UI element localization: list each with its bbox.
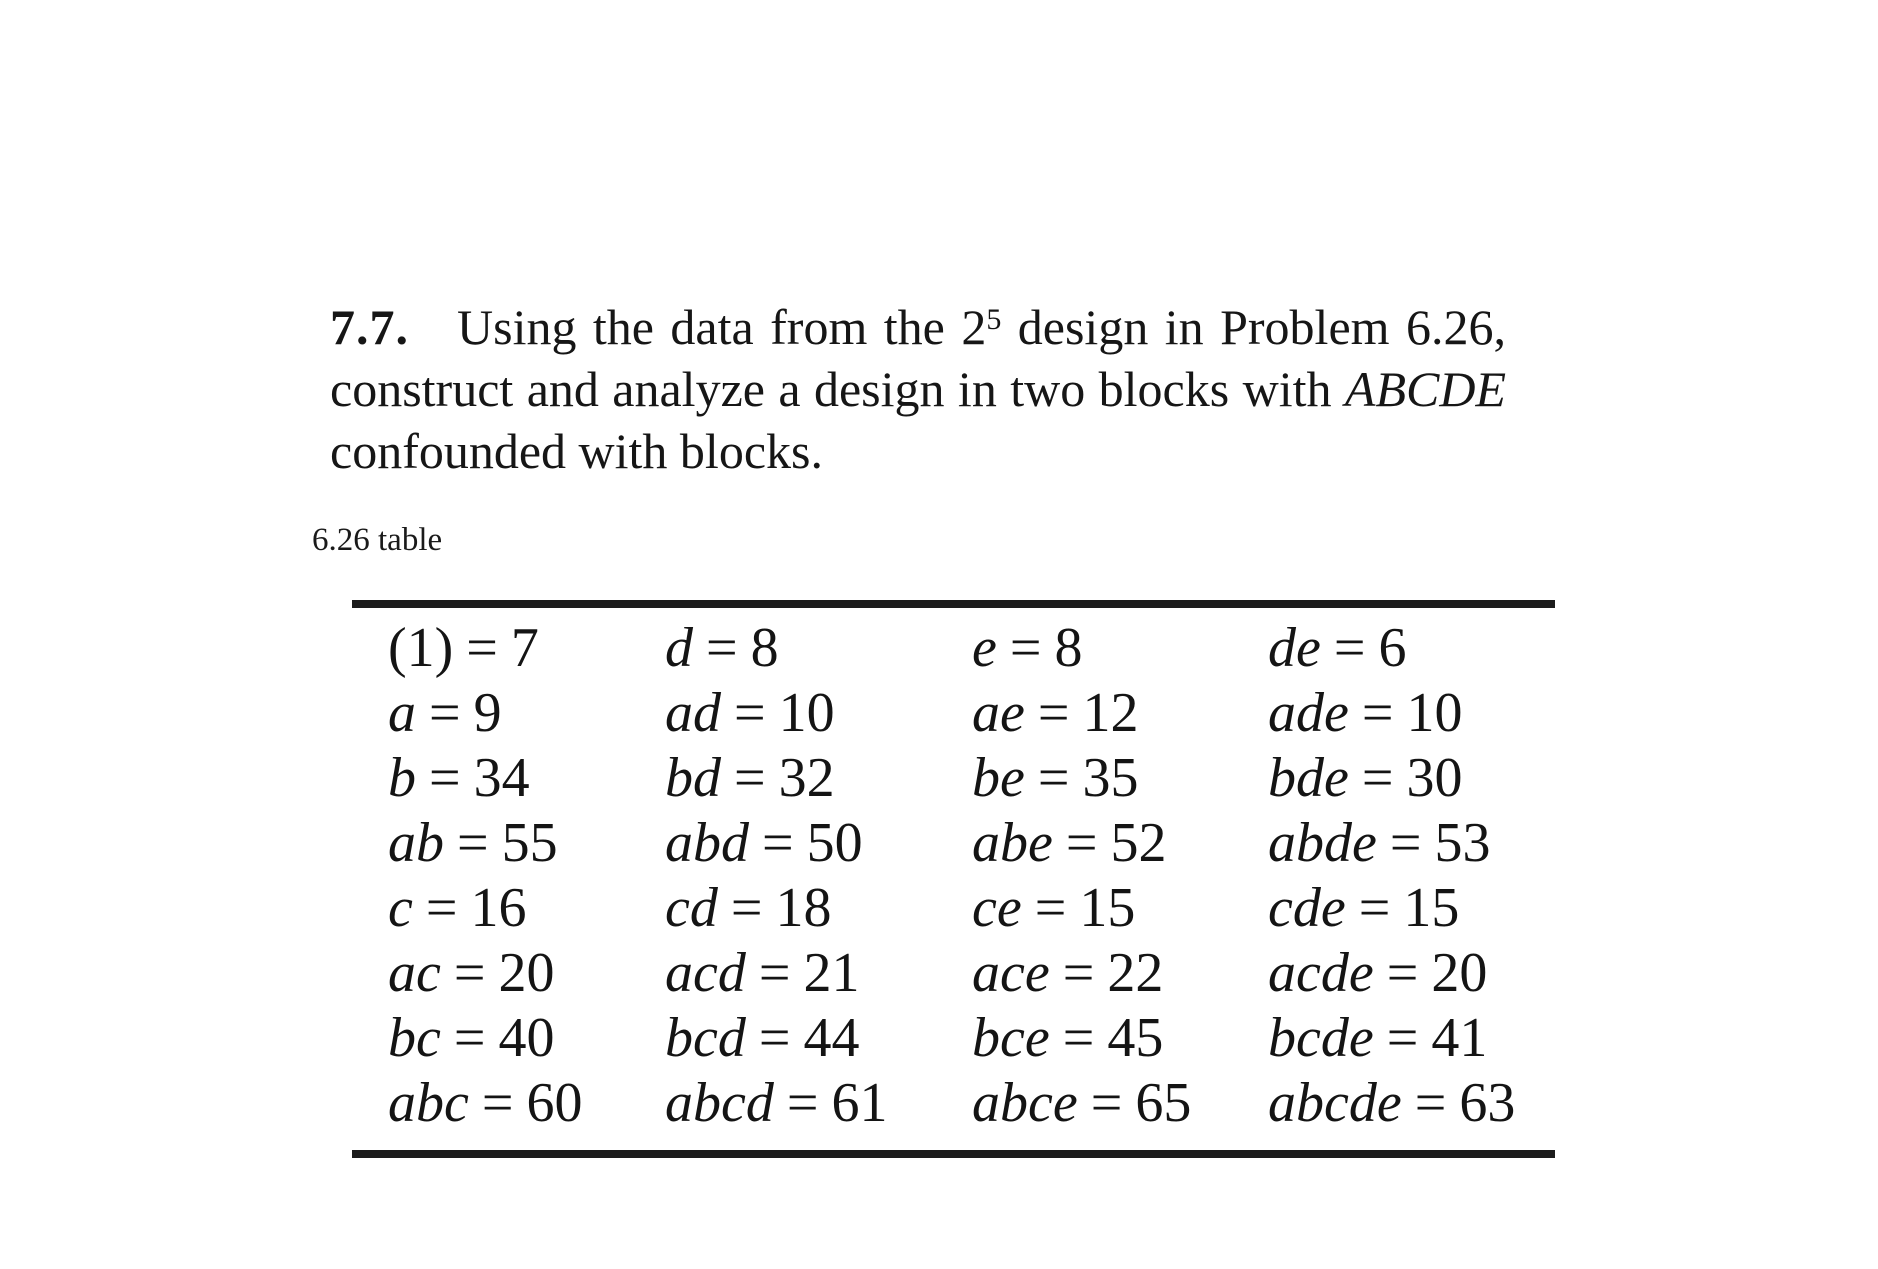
equals-sign: = — [1414, 1072, 1447, 1134]
table-cell — [1268, 941, 1487, 1006]
data-table — [352, 600, 1555, 1158]
response-value: 15 — [1403, 877, 1460, 939]
equals-sign: = — [1062, 1007, 1095, 1069]
treatment-combination-label: bde — [1268, 747, 1349, 809]
equals-sign: = — [453, 942, 486, 1004]
response-value: 53 — [1434, 812, 1491, 874]
response-value: 10 — [1406, 682, 1463, 744]
equals-sign: = — [1062, 942, 1095, 1004]
treatment-combination-label: abd — [665, 812, 749, 874]
response-value: 9 — [473, 682, 502, 744]
treatment-combination-label: acde — [1268, 942, 1374, 1004]
problem-line-2-text: construct and analyze a design in two blocks with — [330, 361, 1345, 417]
table-cell — [388, 746, 530, 811]
equals-sign: = — [1361, 682, 1394, 744]
treatment-combination-label: abe — [972, 812, 1053, 874]
equals-sign: = — [1090, 1072, 1123, 1134]
table-cell — [388, 1006, 554, 1071]
equals-sign: = — [1386, 942, 1419, 1004]
table-cell — [1268, 811, 1490, 876]
treatment-combination-label: b — [388, 747, 416, 809]
table-cell — [972, 876, 1135, 941]
treatment-combination-label: bc — [388, 1007, 441, 1069]
response-value: 40 — [498, 1007, 555, 1069]
equals-sign: = — [1037, 682, 1070, 744]
table-cell — [665, 811, 863, 876]
equals-sign: = — [1034, 877, 1067, 939]
table-cell — [665, 746, 835, 811]
response-value: 65 — [1135, 1072, 1192, 1134]
problem-line-1 — [330, 296, 1506, 358]
response-value: 63 — [1459, 1072, 1516, 1134]
treatment-combination-label: abde — [1268, 812, 1377, 874]
equals-sign: = — [1386, 1007, 1419, 1069]
problem-line-3-text: confounded with blocks. — [330, 423, 823, 479]
treatment-combination-label: bce — [972, 1007, 1050, 1069]
table-cell — [388, 681, 502, 746]
treatment-combination-label: ab — [388, 812, 444, 874]
equals-sign: = — [758, 942, 791, 1004]
treatment-combination-label: a — [388, 682, 416, 744]
equals-sign: = — [429, 747, 461, 809]
equals-sign: = — [734, 682, 766, 744]
response-value: 55 — [501, 812, 558, 874]
equals-sign: = — [1361, 747, 1394, 809]
treatment-combination-label: c — [388, 877, 413, 939]
equals-sign: = — [1333, 617, 1366, 679]
response-value: 52 — [1110, 812, 1167, 874]
treatment-combination-label: ae — [972, 682, 1025, 744]
table-cell — [972, 941, 1163, 1006]
problem-number: 7.7. — [330, 299, 409, 355]
treatment-combination-label: d — [665, 617, 693, 679]
table-cell — [665, 1071, 887, 1136]
treatment-combination-label: bcd — [665, 1007, 746, 1069]
problem-statement — [330, 296, 1506, 482]
equals-sign: = — [466, 617, 498, 679]
table-cell — [972, 616, 1082, 681]
table-cell — [388, 811, 558, 876]
table-row — [352, 876, 1555, 941]
table-cell — [1268, 616, 1406, 681]
problem-line-3 — [330, 420, 1506, 482]
treatment-combination-label: abcd — [665, 1072, 774, 1134]
table-row — [352, 1071, 1555, 1136]
response-value: 20 — [1431, 942, 1488, 1004]
table-cell — [1268, 1006, 1487, 1071]
equals-sign: = — [1065, 812, 1098, 874]
table-cell — [388, 876, 526, 941]
response-value: 16 — [470, 877, 527, 939]
treatment-combination-label: bd — [665, 747, 721, 809]
response-value: 8 — [750, 617, 779, 679]
table-cell — [972, 681, 1138, 746]
table-cell — [1268, 1071, 1515, 1136]
equals-sign: = — [1389, 812, 1422, 874]
response-value: 35 — [1082, 747, 1139, 809]
table-cell — [972, 1071, 1191, 1136]
table-cell — [665, 616, 779, 681]
equals-sign: = — [1037, 747, 1070, 809]
equals-sign: = — [457, 812, 489, 874]
equals-sign: = — [425, 877, 458, 939]
response-value: 20 — [498, 942, 555, 1004]
response-value: 8 — [1054, 617, 1083, 679]
table-cell — [972, 1006, 1163, 1071]
table-cell — [388, 941, 554, 1006]
equals-sign: = — [734, 747, 766, 809]
problem-line-2 — [330, 358, 1506, 420]
table-row — [352, 746, 1555, 811]
response-value: 60 — [526, 1072, 583, 1134]
equals-sign: = — [429, 682, 461, 744]
confounded-effect-name: ABCDE — [1344, 361, 1506, 417]
treatment-combination-label: ace — [972, 942, 1050, 1004]
treatment-combination-label: e — [972, 617, 997, 679]
response-value: 6 — [1378, 617, 1407, 679]
response-value: 22 — [1107, 942, 1164, 1004]
table-cell — [972, 746, 1138, 811]
table-row — [352, 681, 1555, 746]
response-value: 30 — [1406, 747, 1463, 809]
equals-sign: = — [1009, 617, 1042, 679]
table-cell — [388, 616, 539, 681]
treatment-combination-label: be — [972, 747, 1025, 809]
equals-sign: = — [481, 1072, 514, 1134]
response-value: 34 — [473, 747, 530, 809]
table-cell — [665, 1006, 859, 1071]
treatment-combination-label: bcde — [1268, 1007, 1374, 1069]
exponent-superscript: 5 — [986, 303, 1002, 336]
response-value: 44 — [803, 1007, 860, 1069]
problem-line-1-tail: design in Problem 6.26, — [1001, 299, 1506, 355]
table-cell — [1268, 876, 1459, 941]
equals-sign: = — [1358, 877, 1391, 939]
response-value: 15 — [1079, 877, 1136, 939]
equals-sign: = — [762, 812, 794, 874]
table-cell — [665, 941, 859, 1006]
table-cell — [972, 811, 1166, 876]
response-value: 10 — [778, 682, 835, 744]
response-value: 45 — [1107, 1007, 1164, 1069]
response-value: 41 — [1431, 1007, 1488, 1069]
table-cell — [388, 1071, 582, 1136]
treatment-combination-label: abce — [972, 1072, 1078, 1134]
table-row — [352, 1006, 1555, 1071]
response-value: 21 — [803, 942, 860, 1004]
equals-sign: = — [730, 877, 763, 939]
equals-sign: = — [758, 1007, 791, 1069]
treatment-combination-label: ade — [1268, 682, 1349, 744]
table-row — [352, 616, 1555, 681]
table-body — [352, 616, 1555, 1136]
treatment-combination-label: abcde — [1268, 1072, 1402, 1134]
table-row — [352, 941, 1555, 1006]
treatment-combination-label: ad — [665, 682, 721, 744]
treatment-combination-label: abc — [388, 1072, 469, 1134]
problem-line-1-text: Using the data from the 2 — [457, 299, 987, 355]
response-value: 18 — [775, 877, 832, 939]
table-row — [352, 811, 1555, 876]
table-cell — [1268, 681, 1462, 746]
treatment-combination-label: acd — [665, 942, 746, 1004]
response-value: 61 — [831, 1072, 888, 1134]
table-cell — [665, 681, 835, 746]
response-value: 7 — [510, 617, 539, 679]
equals-sign: = — [706, 617, 738, 679]
treatment-combination-label: ac — [388, 942, 441, 1004]
equals-sign: = — [786, 1072, 819, 1134]
table-cell — [1268, 746, 1462, 811]
response-value: 32 — [778, 747, 835, 809]
table-cell — [665, 876, 831, 941]
response-value: 50 — [806, 812, 863, 874]
treatment-combination-label: (1) — [388, 617, 454, 679]
treatment-combination-label: cde — [1268, 877, 1346, 939]
treatment-combination-label: ce — [972, 877, 1022, 939]
table-caption: 6.26 table — [312, 522, 443, 558]
treatment-combination-label: de — [1268, 617, 1321, 679]
equals-sign: = — [453, 1007, 486, 1069]
response-value: 12 — [1082, 682, 1139, 744]
treatment-combination-label: cd — [665, 877, 718, 939]
